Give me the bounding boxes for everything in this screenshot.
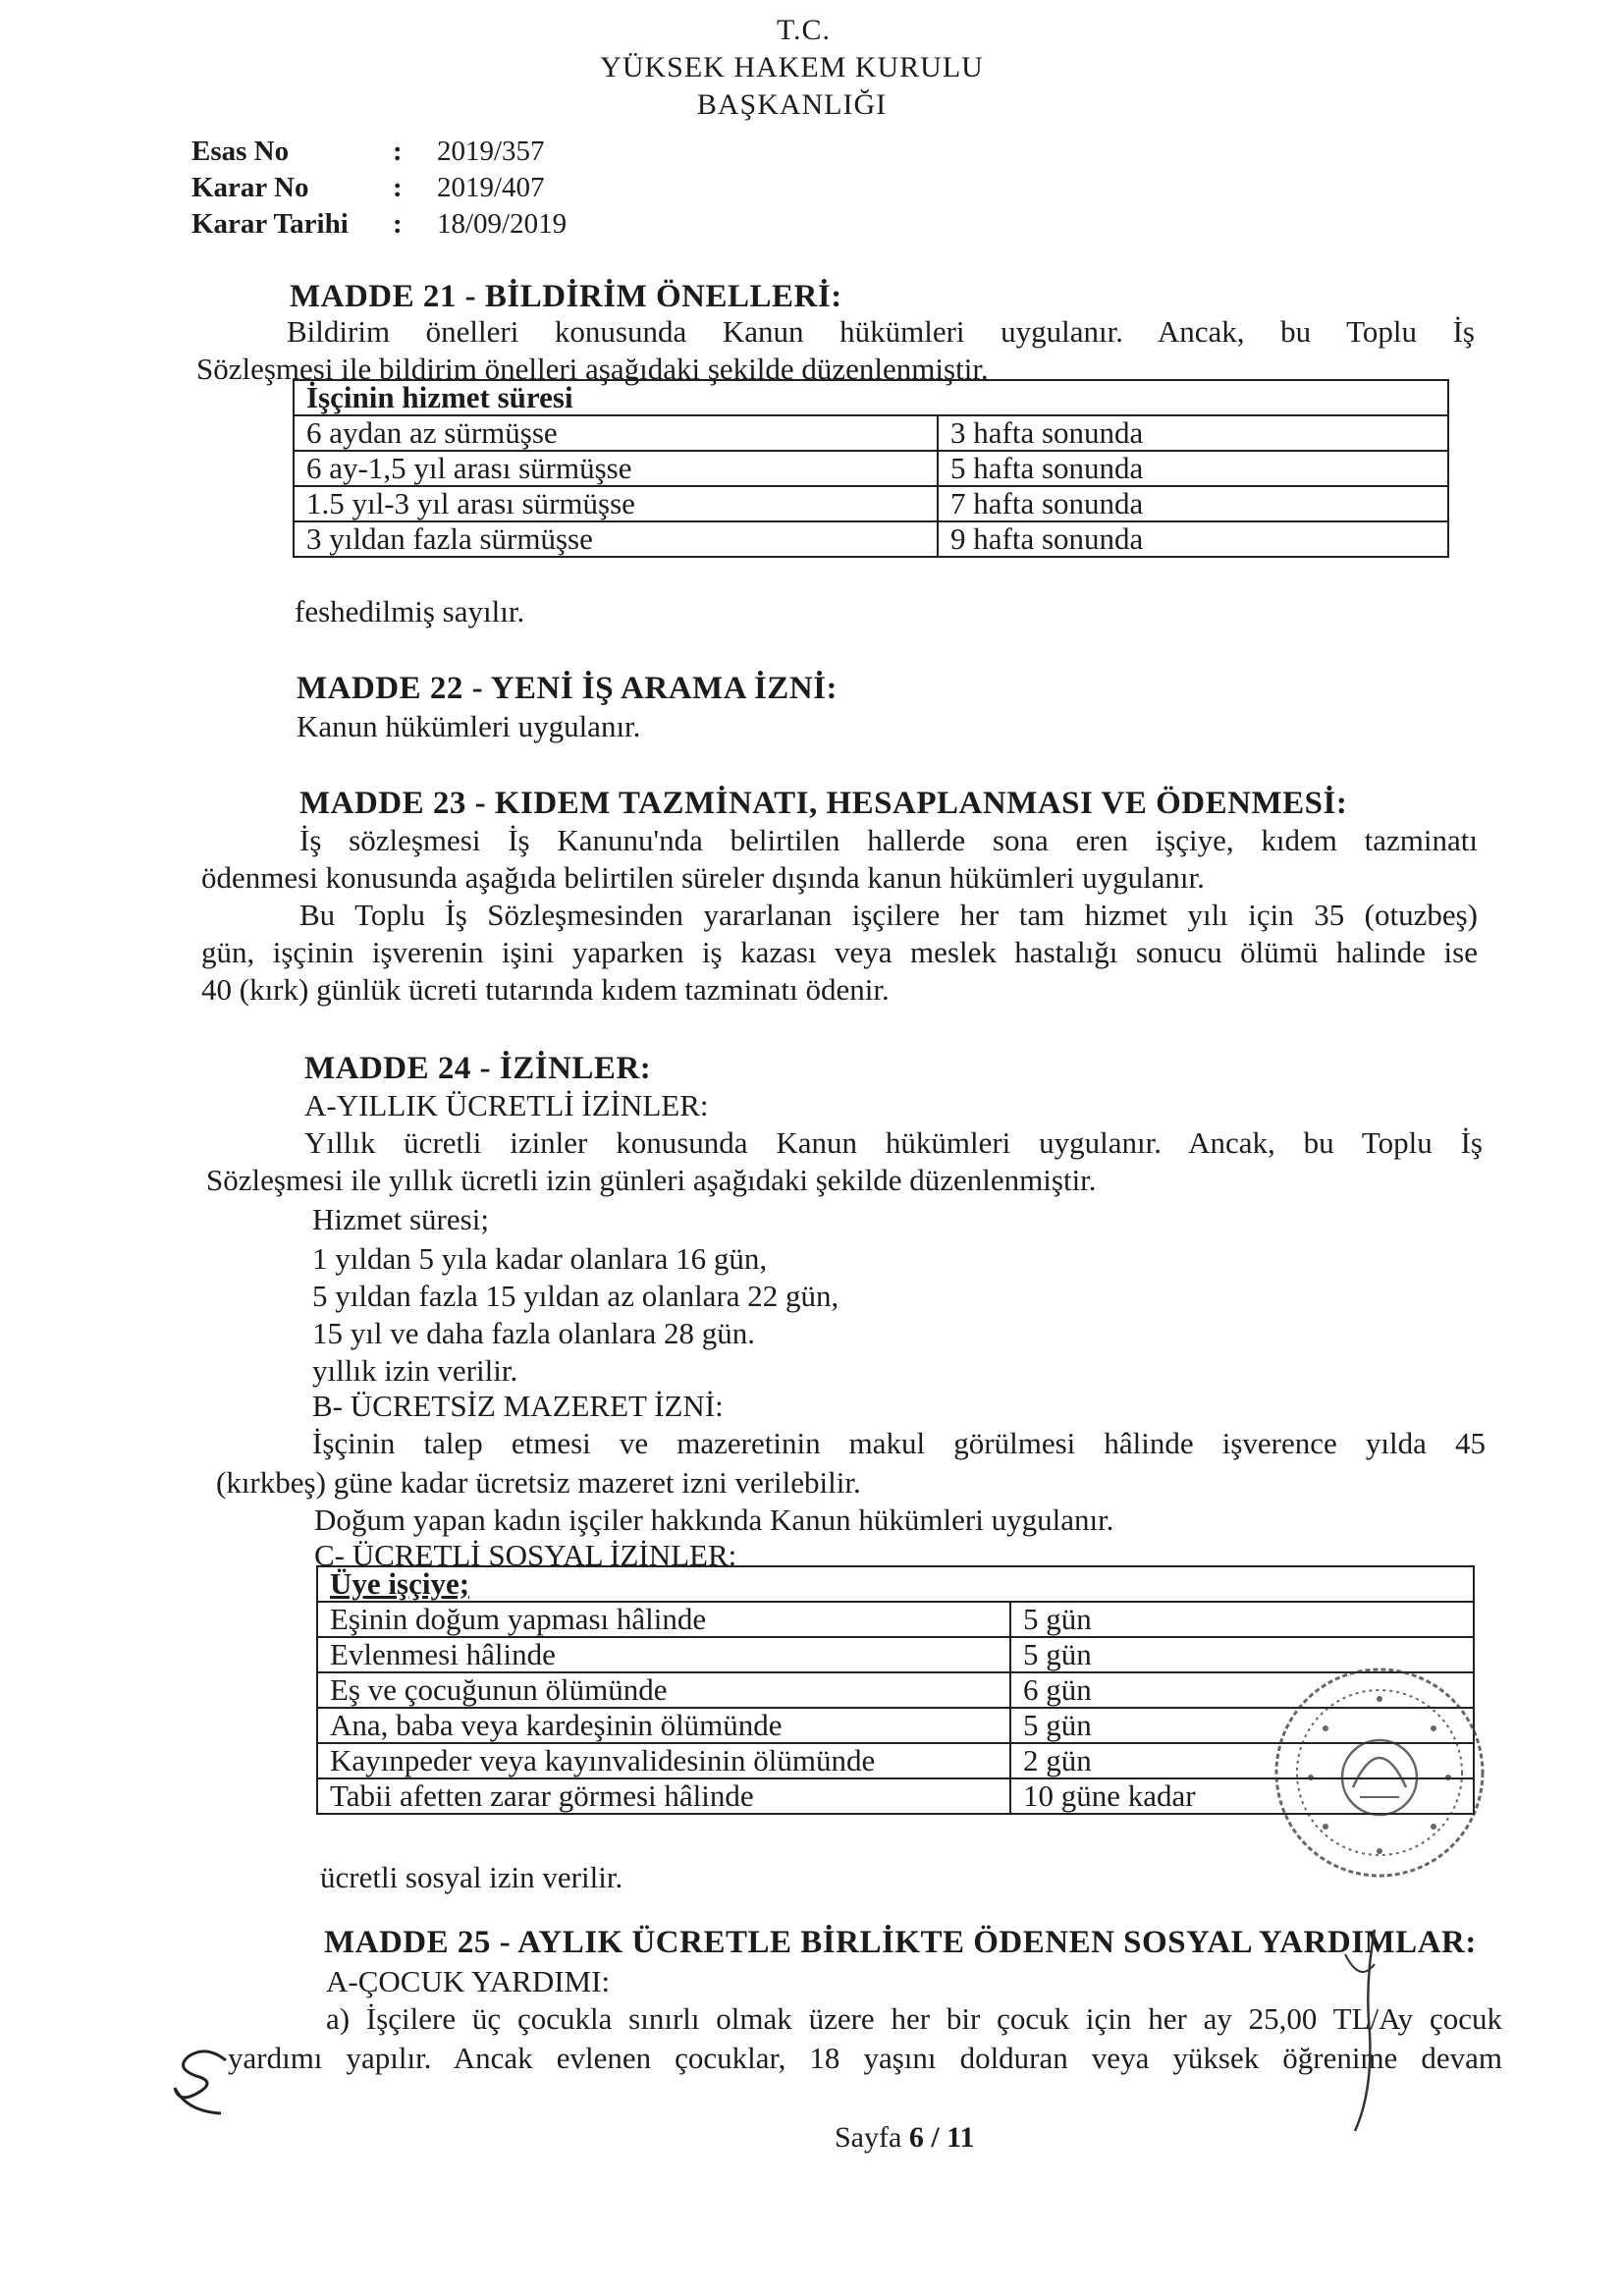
table-cell: Tabii afetten zarar görmesi hâlinde: [317, 1778, 1010, 1814]
handwritten-initial-mark: [167, 2043, 255, 2121]
meta-karar: Karar No : 2019/407: [191, 172, 545, 203]
table-cell: 5 hafta sonunda: [938, 451, 1448, 486]
table-cell: 1.5 yıl-3 yıl arası sürmüşse: [294, 486, 938, 521]
page-prefix: Sayfa: [835, 2121, 909, 2154]
header-line-2: YÜKSEK HAKEM KURULU: [600, 51, 984, 83]
table-cell: Kayınpeder veya kayınvalidesinin ölümünde: [317, 1743, 1010, 1778]
m24-table-head: Üye işçiye;: [317, 1566, 1474, 1602]
m25-a-line2: yardımı yapılır. Ancak evlenen çocuklar, 18 yaşını dolduran veya yüksek öğrenime devam: [228, 2041, 1502, 2075]
meta-value: 2019/357: [437, 136, 545, 167]
table-cell: 10 güne kadar: [1010, 1778, 1474, 1814]
table-cell: 3 yıldan fazla sürmüşse: [294, 521, 938, 557]
m24-a-line4: 1 yıldan 5 yıla kadar olanlara 16 gün,: [312, 1241, 768, 1276]
m21-title: MADDE 21 - BİLDİRİM ÖNELLERİ:: [290, 279, 842, 314]
page-number: [835, 2121, 975, 2155]
table-cell: Ana, baba veya kardeşinin ölümünde: [317, 1708, 1010, 1743]
meta-label: Karar Tarihi: [191, 208, 349, 240]
table-row: [294, 415, 1448, 451]
m25-a-line1: a) İşçilere üç çocukla sınırlı olmak üzere her bir çocuk için her ay 25,00 TL/Ay çocuk: [326, 2001, 1502, 2036]
m24-a-line5: 5 yıldan fazla 15 yıldan az olanlara 22 gün,: [312, 1279, 839, 1313]
m21-table-head: İşçinin hizmet süresi: [294, 380, 1448, 415]
table-cell: 5 gün: [1010, 1708, 1474, 1743]
table-cell: Eşinin doğum yapması hâlinde: [317, 1602, 1010, 1637]
m24-b-title: B- ÜCRETSİZ MAZERET İZNİ:: [312, 1389, 724, 1423]
meta-value: 18/09/2019: [437, 208, 568, 240]
m24-a-line2: Sözleşmesi ile yıllık ücretli izin günleri aşağıdaki şekilde düzenlenmiştir.: [206, 1163, 1097, 1197]
table-cell: 7 hafta sonunda: [938, 486, 1448, 521]
m24-a-line3: Hizmet süresi;: [312, 1202, 489, 1236]
signature-stroke: [1335, 1925, 1394, 2141]
header-line-3: BAŞKANLIĞI: [696, 88, 888, 121]
table-cell: 6 ay-1,5 yıl arası sürmüşse: [294, 451, 938, 486]
meta-label: Karar No: [191, 172, 309, 203]
table-cell: 5 gün: [1010, 1602, 1474, 1637]
m24-b-line1: İşçinin talep etmesi ve mazeretinin makul görülmesi hâlinde işverence yılda 45: [312, 1426, 1486, 1460]
m24-after: ücretli sosyal izin verilir.: [320, 1860, 623, 1894]
meta-karar-tarihi: Karar Tarihi : 18/09/2019: [191, 208, 568, 240]
m21-para-line2: Sözleşmesi ile bildirim önelleri aşağıdaki şekilde düzenlenmiştir.: [196, 352, 989, 386]
m23-line4: gün, işçinin işverenin işini yaparken iş kazası veya meslek hastalığı sonucu ölümü halinde ise: [201, 935, 1478, 969]
m21-after: feshedilmiş sayılır.: [295, 594, 525, 629]
m25-a-title: A-ÇOCUK YARDIMI:: [326, 1964, 611, 1998]
table-cell: 3 hafta sonunda: [938, 415, 1448, 451]
meta-label: Esas No: [191, 136, 290, 167]
official-seal-stamp: [1267, 1660, 1492, 1886]
m24-b-line3: Doğum yapan kadın işçiler hakkında Kanun hükümleri uygulanır.: [314, 1503, 1114, 1537]
m25-title: MADDE 25 - AYLIK ÜCRETLE BİRLİKTE ÖDENEN SOSYAL YARDIMLAR:: [324, 1925, 1477, 1960]
table-cell: Evlenmesi hâlinde: [317, 1637, 1010, 1672]
header-line-1: T.C.: [776, 14, 832, 46]
table-row: [317, 1602, 1474, 1637]
m24-a-title: A-YILLIK ÜCRETLİ İZİNLER:: [304, 1088, 709, 1122]
table-cell: Eş ve çocuğunun ölümünde: [317, 1672, 1010, 1708]
m23-line5: 40 (kırk) günlük ücreti tutarında kıdem tazminatı ödenir.: [201, 972, 890, 1007]
m23-line3: Bu Toplu İş Sözleşmesinden yararlanan işçilere her tam hizmet yılı için 35 (otuzbeş): [299, 898, 1478, 932]
table-cell: 6 aydan az sürmüşse: [294, 415, 938, 451]
m24-c-title: C- ÜCRETLİ SOSYAL İZİNLER:: [314, 1538, 737, 1572]
m21-para-line1: Bildirim önelleri konusunda Kanun hükümleri uygulanır. Ancak, bu Toplu İş: [287, 314, 1475, 349]
table-cell: 2 gün: [1010, 1743, 1474, 1778]
m22-para: Kanun hükümleri uygulanır.: [297, 709, 641, 743]
m21-notice-table: [293, 379, 1449, 558]
m23-line2: ödenmesi konusunda aşağıda belirtilen süreler dışında kanun hükümleri uygulanır.: [201, 860, 1205, 895]
page-count: 6 / 11: [908, 2121, 975, 2154]
table-cell: 9 hafta sonunda: [938, 521, 1448, 557]
m24-a-line1: Yıllık ücretli izinler konusunda Kanun hükümleri uygulanır. Ancak, bu Toplu İş: [304, 1125, 1483, 1160]
m24-a-line6: 15 yıl ve daha fazla olanlara 28 gün.: [312, 1316, 756, 1350]
m22-title: MADDE 22 - YENİ İŞ ARAMA İZNİ:: [297, 671, 838, 706]
m24-title: MADDE 24 - İZİNLER:: [304, 1051, 652, 1086]
m23-title: MADDE 23 - KIDEM TAZMİNATI, HESAPLANMASI VE ÖDENMESİ:: [299, 786, 1348, 821]
table-row: [294, 486, 1448, 521]
table-row: [294, 451, 1448, 486]
table-cell: 6 gün: [1010, 1672, 1474, 1708]
meta-esas: Esas No : 2019/357: [191, 136, 545, 167]
m24-a-line7: yıllık izin verilir.: [312, 1353, 518, 1388]
table-cell: 5 gün: [1010, 1637, 1474, 1672]
m23-line1: İş sözleşmesi İş Kanunu'nda belirtilen hallerde sona eren işçiye, kıdem tazminatı: [299, 823, 1478, 857]
meta-value: 2019/407: [437, 172, 545, 203]
m24-b-line2: (kırkbeş) güne kadar ücretsiz mazeret izni verilebilir.: [216, 1465, 861, 1500]
table-row: [294, 521, 1448, 557]
